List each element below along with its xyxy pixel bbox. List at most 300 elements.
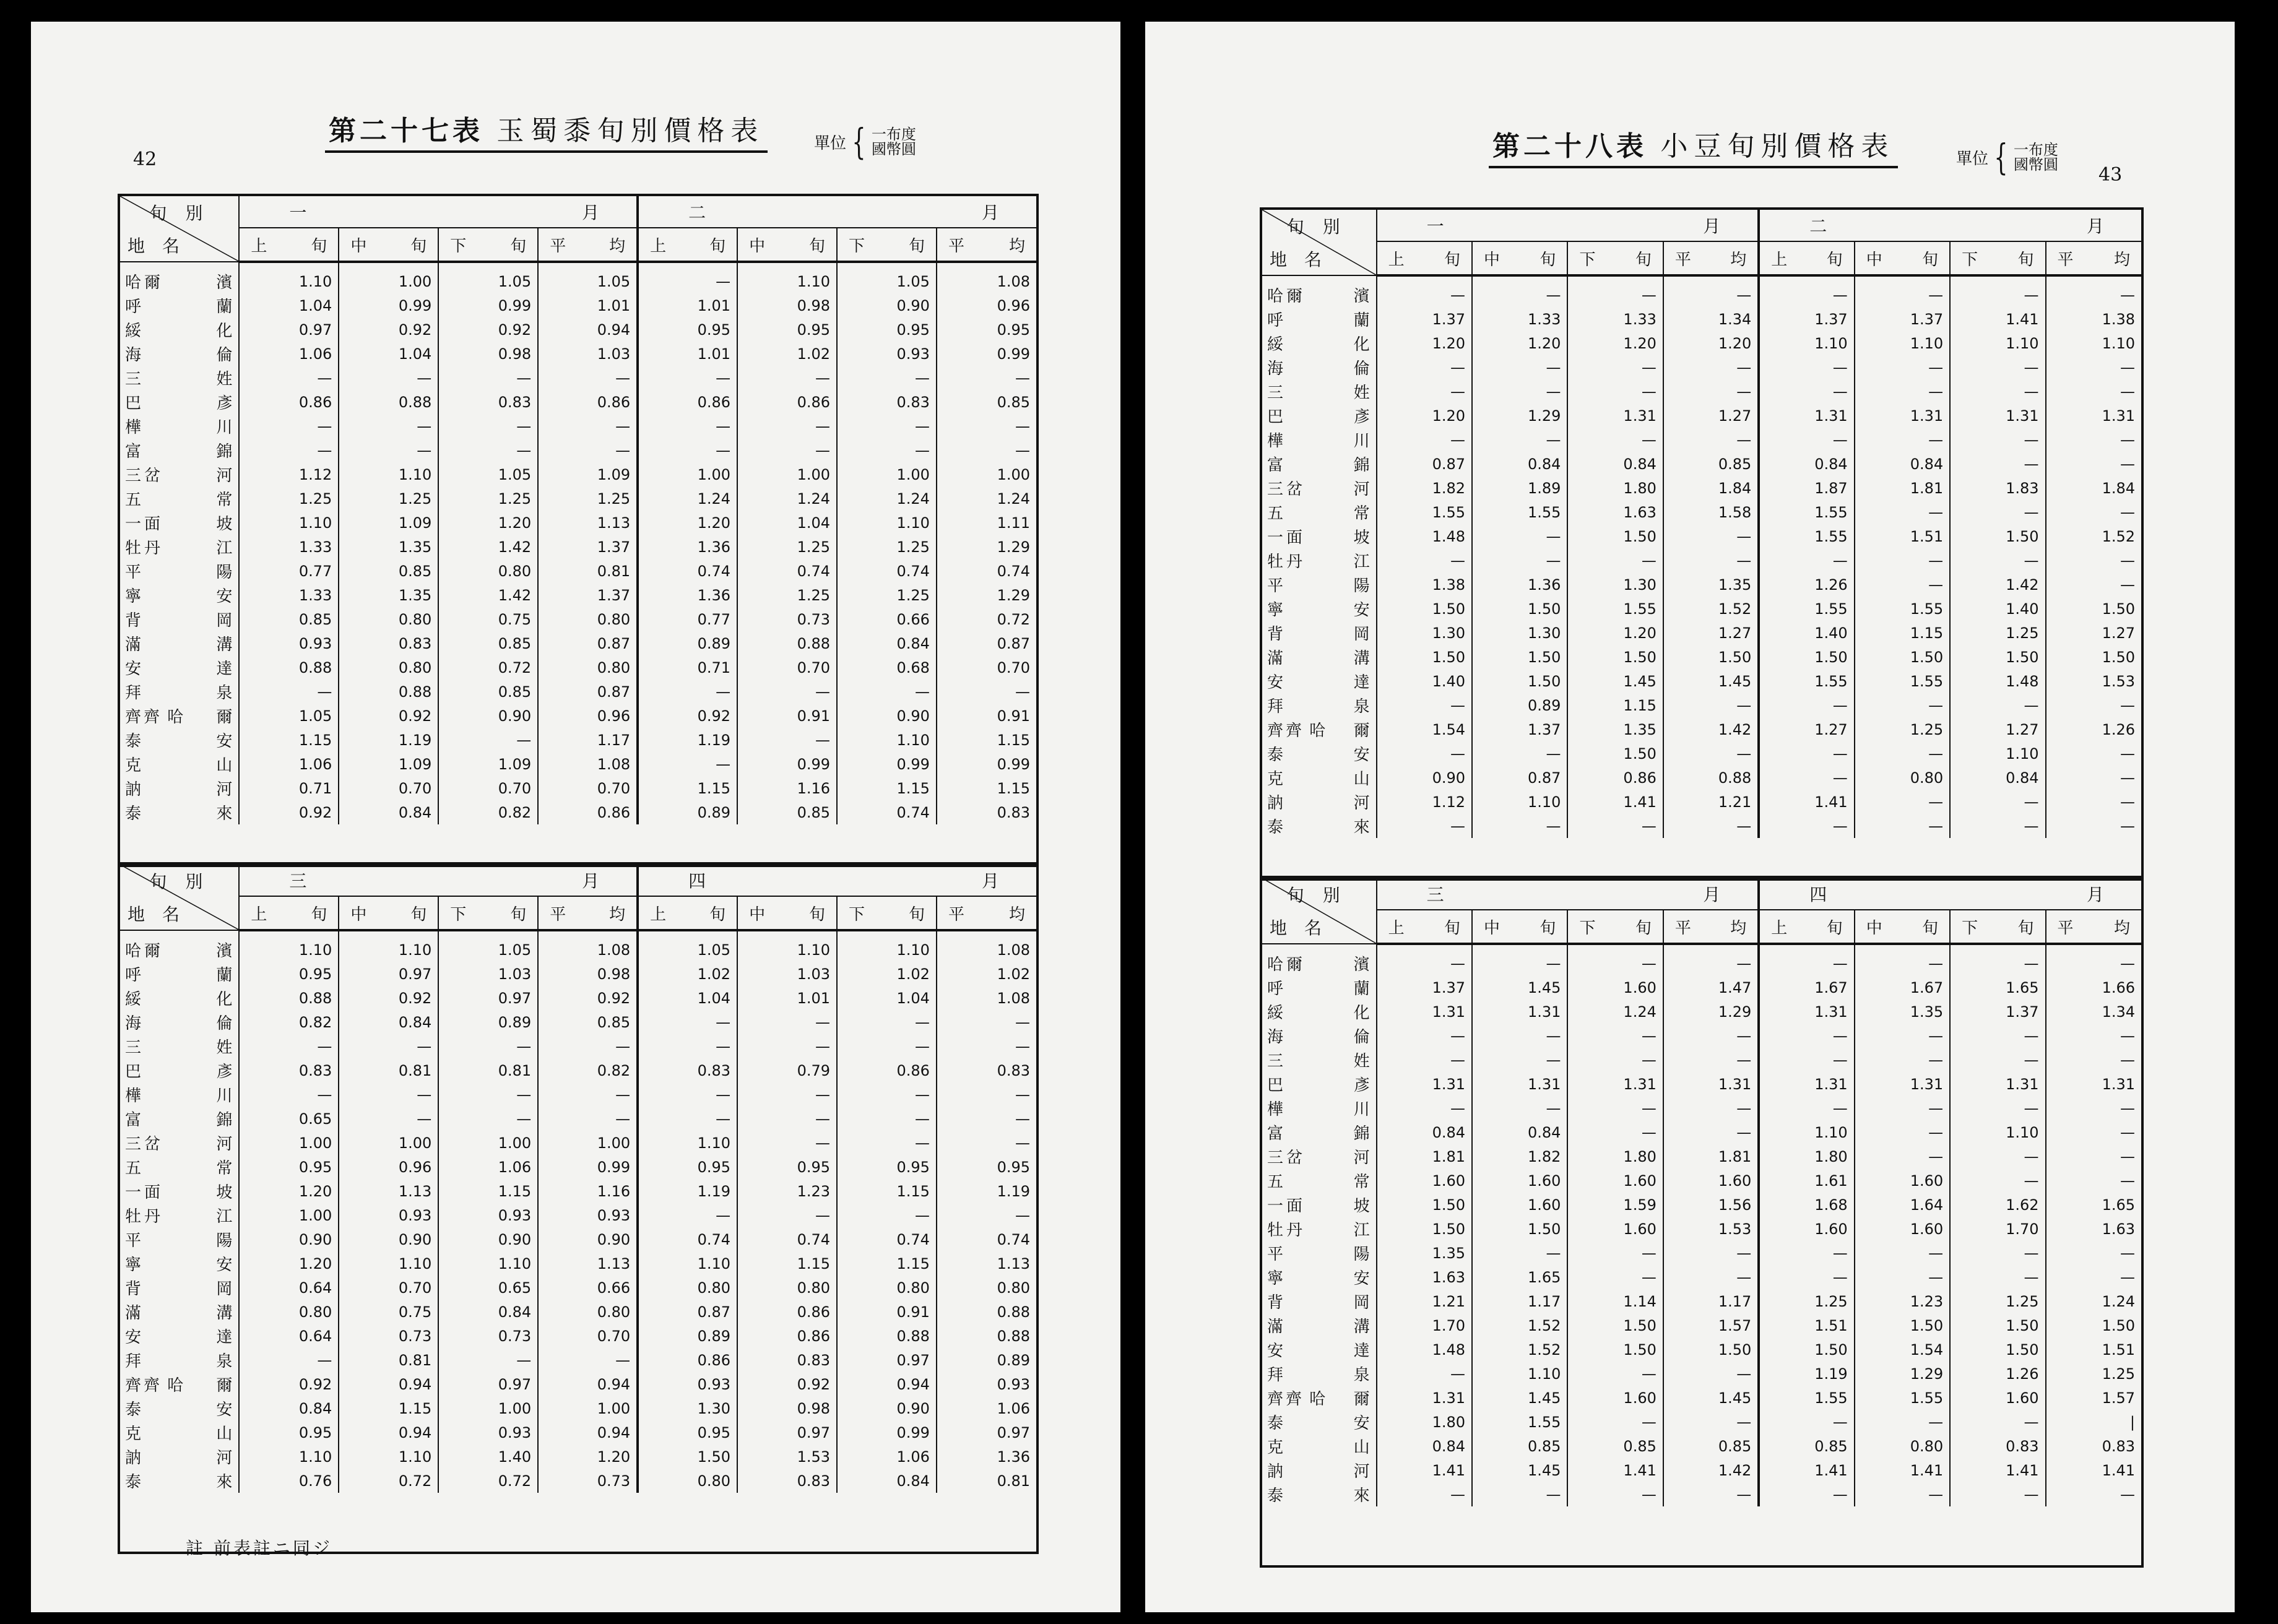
period-header: [1567, 241, 1663, 275]
price-cell: 0.83: [837, 390, 937, 414]
month-suffix: 月: [582, 871, 600, 891]
price-cell: 1.20: [1567, 331, 1663, 355]
price-cell: 1.19: [1759, 1362, 1854, 1386]
place-name: [1262, 1410, 1377, 1434]
table-row: [120, 1420, 1036, 1445]
place-char-3: 濱: [216, 941, 234, 961]
price-cell: 1.50: [1567, 645, 1663, 669]
month-number: 四: [1809, 884, 1827, 905]
place-char-1: 牡: [1267, 553, 1285, 571]
price-cell: 1.55: [1855, 669, 1950, 693]
place-char-3: 倫: [1353, 360, 1371, 378]
price-cell: 1.17: [1472, 1289, 1567, 1313]
price-cell: —: [438, 438, 538, 462]
price-cell: 1.08: [538, 752, 638, 776]
price-cell: 1.33: [298, 538, 332, 556]
period-label: [838, 233, 936, 256]
place-char-3: 溝: [1353, 649, 1371, 668]
place-char-3: 化: [1353, 1004, 1371, 1022]
place-name: [1262, 621, 1377, 645]
price-cell: 0.94: [538, 1420, 638, 1445]
price-cell: 1.31: [1472, 1072, 1567, 1096]
place-char-1: 安: [1267, 1342, 1285, 1360]
month-header: [1377, 210, 1759, 241]
price-cell: 1.50: [1472, 1217, 1567, 1241]
period-char-1: 下: [849, 905, 865, 924]
table-row: [1262, 741, 2141, 766]
table-row: [1262, 476, 2141, 500]
price-cell: —: [737, 438, 837, 462]
place-char-2: 丹: [144, 1207, 162, 1226]
price-cell: 0.87: [937, 631, 1036, 655]
price-cell: 1.04: [638, 986, 737, 1010]
place-name: [120, 1324, 239, 1348]
price-cell: —: [2046, 500, 2141, 524]
price-cell: 1.38: [1432, 576, 1466, 594]
month-label: [240, 199, 636, 224]
period-header: [1663, 910, 1759, 944]
table-row: [1262, 548, 2141, 572]
price-cell: 1.50: [1855, 1313, 1950, 1337]
price-cell: 1.12: [298, 465, 332, 483]
table-row: [120, 1034, 1036, 1058]
month-number: 二: [688, 202, 706, 223]
period-label: [1377, 915, 1471, 938]
place-name: [120, 583, 239, 607]
price-cell: 0.81: [438, 1058, 538, 1082]
place-char-1: 齊: [1267, 722, 1285, 740]
price-cell: 0.91: [937, 704, 1036, 728]
price-cell: 1.16: [737, 776, 837, 800]
price-cell: —: [937, 438, 1036, 462]
period-header: [1950, 910, 2045, 944]
place-name: [120, 962, 239, 986]
price-cell: 1.89: [1472, 476, 1567, 500]
price-cell: 1.57: [2046, 1386, 2141, 1410]
price-cell: —: [538, 1082, 638, 1107]
price-cell: 1.24: [737, 486, 837, 511]
price-cell: 1.06: [298, 755, 332, 773]
place-char-1: 牡: [125, 1207, 143, 1226]
price-cell: 0.85: [438, 631, 538, 655]
place-char-3: 蘭: [1353, 980, 1371, 998]
place-name: [1262, 1000, 1377, 1024]
place-name: [1262, 1337, 1377, 1362]
price-cell: 0.73: [737, 607, 837, 631]
price-cell: 1.62: [1950, 1193, 2045, 1217]
price-cell: —: [1950, 1482, 2045, 1506]
period-char-1: 下: [1579, 250, 1596, 269]
place-char-1: 一: [1267, 529, 1285, 547]
table-subject: 小豆旬別價格表: [1660, 131, 1895, 162]
price-cell: 1.31: [1759, 1000, 1854, 1024]
period-label: [937, 902, 1036, 925]
period-char-1: 上: [1388, 250, 1405, 269]
price-cell: 1.31: [1950, 404, 2045, 428]
price-cell: 0.86: [538, 800, 638, 824]
footnote: 註 前表註ニ同ジ: [186, 1538, 332, 1558]
place-char-3: 山: [216, 756, 234, 775]
price-cell: 0.97: [438, 986, 538, 1010]
price-cell: 0.77: [298, 562, 332, 580]
price-cell: 1.57: [1663, 1313, 1759, 1337]
price-cell: —: [2046, 741, 2141, 766]
place-name: [120, 1203, 239, 1227]
place-name: [1262, 1241, 1377, 1265]
price-cell: 1.70: [1950, 1217, 2045, 1241]
price-cell: 0.92: [438, 317, 538, 342]
price-cell: 0.85: [339, 559, 438, 583]
place-name: [1262, 814, 1377, 838]
price-cell: 0.80: [538, 1300, 638, 1324]
place-char-3: 彥: [1353, 408, 1371, 426]
place-char-3: 化: [1353, 335, 1371, 354]
price-cell: —: [1663, 548, 1759, 572]
place-name: [120, 655, 239, 680]
period-label: [838, 902, 936, 925]
period-header-row: [120, 228, 1036, 262]
price-cell: 0.83: [2046, 1434, 2141, 1458]
price-cell: 0.96: [937, 293, 1036, 317]
price-cell: 1.48: [1432, 527, 1466, 545]
place-char-1: 三: [1267, 1149, 1285, 1167]
price-cell: —: [837, 1082, 937, 1107]
price-cell: 1.20: [638, 511, 737, 535]
price-cell: 1.60: [1567, 1168, 1663, 1193]
period-header-row: [1262, 910, 2141, 944]
period-header: [339, 896, 438, 930]
price-cell: 1.60: [1759, 1217, 1854, 1241]
price-cell: 1.19: [638, 1179, 737, 1203]
price-cell: 0.93: [438, 1420, 538, 1445]
period-char-1: 中: [749, 236, 766, 256]
price-cell: —: [1663, 1410, 1759, 1434]
table-row: [120, 293, 1036, 317]
price-cell: 1.35: [339, 583, 438, 607]
price-cell: 1.20: [1663, 331, 1759, 355]
price-cell: 0.80: [1855, 766, 1950, 790]
period-header: [1759, 910, 1854, 944]
table-row: [120, 776, 1036, 800]
price-cell: —: [1855, 1144, 1950, 1168]
price-cell: 0.90: [538, 1227, 638, 1251]
price-cell: 1.05: [438, 262, 538, 293]
place-char-2: 爾: [144, 941, 162, 961]
price-cell: —: [1950, 452, 2045, 476]
price-cell: 1.40: [1950, 597, 2045, 621]
period-char-1: 中: [1484, 250, 1501, 269]
price-cell: 1.08: [937, 262, 1036, 293]
period-char-1: 平: [948, 905, 964, 924]
place-char-3: 達: [1353, 673, 1371, 692]
place-char-2: 岔: [1286, 1149, 1304, 1167]
brace-icon: {: [1994, 136, 2008, 178]
period-header: [2046, 910, 2141, 944]
place-char-1: 克: [125, 1425, 143, 1443]
place-char-1: 訥: [1267, 794, 1285, 813]
price-cell: —: [1450, 954, 1466, 972]
price-cell: —: [1855, 275, 1950, 307]
price-cell: —: [638, 438, 737, 462]
period-label: [1855, 915, 1949, 938]
price-cell: —: [937, 680, 1036, 704]
month-header: [638, 196, 1036, 228]
place-name: [120, 390, 239, 414]
price-cell: —: [1472, 548, 1567, 572]
price-cell: 1.10: [837, 728, 937, 752]
price-cell: 1.05: [837, 262, 937, 293]
table-row: [120, 390, 1036, 414]
table-row: [120, 1251, 1036, 1276]
table-row: [1262, 621, 2141, 645]
place-char-3: 彥: [216, 394, 234, 413]
place-char-3: 坡: [216, 515, 234, 533]
price-cell: 1.10: [837, 930, 937, 962]
price-cell: —: [1450, 1051, 1466, 1069]
place-char-3: 濱: [1353, 287, 1371, 306]
unit-line-2: 國幣圓: [2013, 156, 2058, 173]
price-cell: —: [1759, 428, 1854, 452]
period-char-2: 旬: [1826, 918, 1843, 938]
price-cell: 1.50: [2046, 645, 2141, 669]
price-cell: —: [1855, 1120, 1950, 1144]
price-cell: 1.52: [1472, 1313, 1567, 1337]
place-char-1: 三: [1267, 384, 1285, 402]
table-row: [1262, 379, 2141, 404]
place-name: [1262, 1362, 1377, 1386]
period-header: [937, 228, 1036, 262]
place-char-1: 巴: [125, 1063, 143, 1081]
price-cell: —: [2046, 1144, 2141, 1168]
price-cell: —: [1450, 551, 1466, 569]
price-cell: —: [1567, 1265, 1663, 1289]
price-cell: 0.80: [538, 655, 638, 680]
price-cell: —: [1567, 944, 1663, 975]
price-cell: —: [1855, 1482, 1950, 1506]
price-cell: 0.86: [737, 1300, 837, 1324]
price-cell: 1.50: [1759, 645, 1854, 669]
period-label: [1473, 247, 1567, 270]
price-cell: 1.25: [737, 583, 837, 607]
data-table: [120, 196, 1036, 824]
price-cell: —: [2046, 452, 2141, 476]
price-cell: —: [1472, 355, 1567, 379]
price-cell: —: [1950, 355, 2045, 379]
price-cell: —: [1759, 1265, 1854, 1289]
price-cell: 0.99: [438, 293, 538, 317]
period-header: [239, 228, 339, 262]
price-cell: 0.84: [1950, 766, 2045, 790]
price-cell: 1.26: [2046, 717, 2141, 741]
price-cell: 1.00: [298, 1206, 332, 1224]
price-cell: —: [1663, 1048, 1759, 1072]
month-label: [1377, 881, 1758, 906]
price-cell: 0.95: [937, 317, 1036, 342]
price-cell: —: [1472, 1482, 1567, 1506]
place-char-1: 巴: [1267, 408, 1285, 426]
price-cell: 1.10: [638, 1131, 737, 1155]
price-cell: 1.15: [1855, 621, 1950, 645]
price-cell: 0.72: [339, 1469, 438, 1493]
price-cell: 1.15: [638, 776, 737, 800]
period-header: [837, 228, 937, 262]
period-char-1: 下: [450, 236, 467, 256]
price-cell: 0.90: [438, 704, 538, 728]
place-char-3: 安: [216, 1401, 234, 1419]
price-cell: 1.45: [1472, 975, 1567, 1000]
unit-text: 單位: [1956, 149, 1989, 168]
price-cell: 0.93: [438, 1203, 538, 1227]
place-char-3: 常: [216, 491, 234, 509]
price-cell: 1.45: [1663, 669, 1759, 693]
price-cell: —: [737, 1107, 837, 1131]
place-char-1: 五: [1267, 1173, 1285, 1191]
place-char-3: 坡: [1353, 1197, 1371, 1216]
period-char-2: 旬: [1635, 250, 1652, 269]
table-row: [120, 752, 1036, 776]
price-cell: 1.00: [737, 462, 837, 486]
place-char-1: 巴: [1267, 1076, 1285, 1095]
price-cell: 0.92: [298, 803, 332, 821]
price-cell: 0.97: [737, 1420, 837, 1445]
place-char-3: 姓: [216, 370, 234, 389]
place-char-1: 三: [125, 467, 143, 485]
price-cell: 1.00: [298, 1134, 332, 1152]
place-char-2: 岔: [144, 1135, 162, 1154]
table-row: [1262, 1434, 2141, 1458]
month-number: 一: [1426, 216, 1444, 236]
price-cell: 0.89: [638, 631, 737, 655]
period-header: [737, 228, 837, 262]
place-char-3: 溝: [216, 636, 234, 654]
price-cell: —: [2046, 1168, 2141, 1193]
price-cell: 0.93: [339, 1203, 438, 1227]
price-cell: 1.06: [298, 345, 332, 363]
place-name: [1262, 476, 1377, 500]
price-cell: —: [2046, 428, 2141, 452]
table-row: [120, 680, 1036, 704]
table-row: [1262, 669, 2141, 693]
price-cell: —: [1663, 944, 1759, 975]
period-label: [240, 902, 338, 925]
price-cell: 0.72: [438, 1469, 538, 1493]
price-cell: 1.31: [1472, 1000, 1567, 1024]
place-char-3: 坡: [1353, 529, 1371, 547]
price-cell: 1.15: [837, 776, 937, 800]
price-cell: —: [1663, 693, 1759, 717]
period-char-2: 旬: [1826, 250, 1843, 269]
price-cell: 1.30: [1432, 624, 1466, 642]
price-cell: 0.74: [737, 1227, 837, 1251]
price-cell: 1.31: [1663, 1072, 1759, 1096]
place-char-3: 濱: [1353, 955, 1371, 974]
price-cell: 0.88: [298, 989, 332, 1007]
price-cell: 1.19: [339, 728, 438, 752]
price-cell: 1.40: [1759, 621, 1854, 645]
corner-label-top: 旬別: [149, 203, 222, 223]
price-cell: 1.08: [937, 930, 1036, 962]
price-cell: 0.85: [1663, 1434, 1759, 1458]
place-char-3: 山: [1353, 770, 1371, 788]
corner-label-top: 旬別: [1286, 885, 1359, 905]
place-char-1: 寧: [125, 587, 143, 606]
place-char-3: 來: [216, 1473, 234, 1492]
price-cell: 1.16: [538, 1179, 638, 1203]
price-cell: 1.80: [1567, 1144, 1663, 1168]
price-cell: —: [1663, 1120, 1759, 1144]
month-header: [239, 196, 638, 228]
price-cell: 0.84: [438, 1300, 538, 1324]
price-cell: 1.45: [1663, 1386, 1759, 1410]
price-cell: —: [937, 1107, 1036, 1131]
price-cell: 0.87: [538, 631, 638, 655]
price-cell: 1.20: [1567, 621, 1663, 645]
corner-label-top: 旬別: [149, 871, 222, 892]
price-cell: 1.31: [1432, 1075, 1466, 1093]
price-cell: 1.12: [1432, 793, 1466, 811]
period-label: [1568, 247, 1662, 270]
price-cell: 1.01: [538, 293, 638, 317]
price-cell: 0.96: [339, 1155, 438, 1179]
price-cell: —: [1950, 1410, 2045, 1434]
place-char-3: 岡: [1353, 625, 1371, 644]
price-cell: 1.25: [538, 486, 638, 511]
place-char-2: 齊 哈: [1286, 1390, 1327, 1409]
price-cell: —: [1855, 944, 1950, 975]
price-cell: —: [638, 414, 737, 438]
period-label: [1664, 247, 1757, 270]
place-name: [1262, 975, 1377, 1000]
price-cell: —: [438, 1034, 538, 1058]
place-char-3: 江: [216, 1207, 234, 1226]
period-header: [1472, 910, 1567, 944]
price-cell: 1.55: [1472, 500, 1567, 524]
place-name: [120, 1131, 239, 1155]
price-cell: 0.75: [339, 1300, 438, 1324]
price-cell: —: [1950, 1048, 2045, 1072]
place-char-1: 拜: [1267, 1366, 1285, 1384]
place-char-2: 爾: [1286, 287, 1304, 306]
price-cell: —: [1950, 379, 2045, 404]
price-cell: 1.25: [298, 490, 332, 508]
price-cell: 1.60: [1950, 1386, 2045, 1410]
price-cell: —: [638, 1082, 737, 1107]
month-suffix: 月: [582, 202, 600, 223]
price-cell: 0.89: [438, 1010, 538, 1034]
place-char-3: 爾: [1353, 1390, 1371, 1409]
price-cell: 0.99: [937, 752, 1036, 776]
price-cell: —: [638, 262, 737, 293]
price-cell: 0.64: [298, 1279, 332, 1297]
place-char-3: 倫: [216, 346, 234, 365]
period-label: [2046, 247, 2141, 270]
price-cell: 0.86: [638, 390, 737, 414]
price-cell: 1.15: [937, 776, 1036, 800]
month-suffix: 月: [2086, 216, 2104, 236]
place-char-1: 綏: [125, 990, 143, 1009]
place-char-3: 爾: [216, 1376, 234, 1395]
price-cell: —: [1759, 766, 1854, 790]
price-cell: 1.10: [298, 941, 332, 959]
period-char-1: 中: [1866, 918, 1882, 938]
period-char-1: 上: [251, 905, 267, 924]
price-cell: 0.87: [638, 1300, 737, 1324]
place-name: [120, 1010, 239, 1034]
place-char-2: 爾: [144, 273, 162, 292]
period-char-1: 上: [1771, 918, 1788, 938]
price-cell: —: [2046, 275, 2141, 307]
place-char-3: 姓: [1353, 1052, 1371, 1071]
